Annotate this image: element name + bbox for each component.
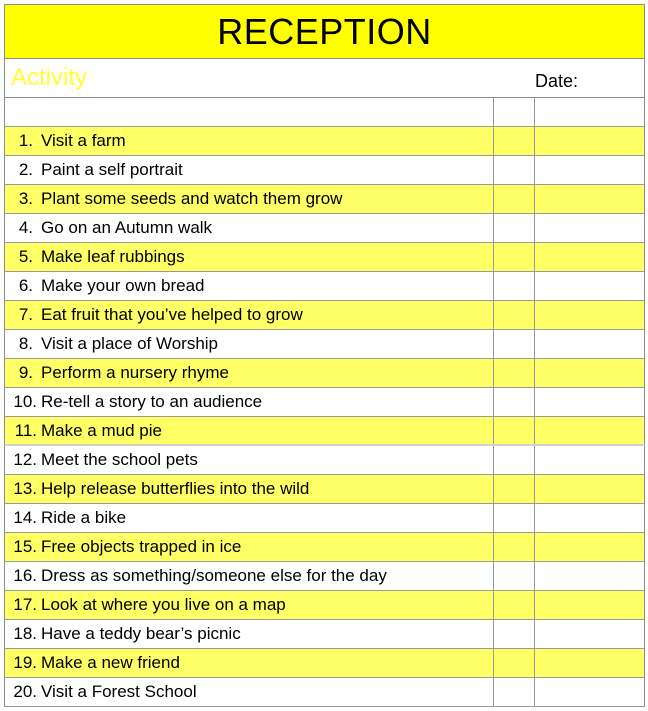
activity-row [4, 301, 645, 330]
date-cell[interactable] [535, 359, 644, 387]
title-banner [4, 4, 645, 59]
activity-text: Help release butterflies into the wild [41, 479, 310, 498]
activity-row [4, 533, 645, 562]
tick-cell[interactable] [494, 127, 535, 155]
date-cell[interactable] [535, 475, 644, 503]
date-cell[interactable] [535, 591, 644, 619]
date-cell[interactable] [535, 649, 644, 677]
activity-cell [5, 243, 494, 271]
date-cell[interactable] [535, 301, 644, 329]
blank-cell[interactable] [5, 98, 494, 126]
activity-row [4, 214, 645, 243]
activity-row [4, 649, 645, 678]
activity-cell [5, 649, 494, 677]
date-label: Date: [535, 71, 579, 91]
activity-cell [5, 388, 494, 416]
activity-text: Have a teddy bear’s picnic [41, 624, 241, 643]
activity-row [4, 475, 645, 504]
activity-cell [5, 214, 494, 242]
tick-cell[interactable] [494, 243, 535, 271]
activity-cell [5, 272, 494, 300]
date-cell[interactable] [535, 156, 644, 184]
activity-cell [5, 562, 494, 590]
tick-cell[interactable] [494, 533, 535, 561]
date-cell[interactable] [535, 214, 644, 242]
activity-row [4, 243, 645, 272]
activity-text: Make your own bread [41, 276, 205, 295]
date-cell[interactable] [535, 388, 644, 416]
activity-number: 2. [18, 160, 33, 179]
activity-cell [5, 127, 494, 155]
date-cell[interactable] [535, 620, 644, 648]
activity-cell [5, 185, 494, 213]
activity-row [4, 620, 645, 649]
activity-row [4, 127, 645, 156]
tick-cell[interactable] [494, 475, 535, 503]
activity-label: Activity [11, 64, 88, 91]
activity-row [4, 359, 645, 388]
activity-text: Free objects trapped in ice [41, 537, 242, 556]
tick-cell[interactable] [494, 620, 535, 648]
tick-cell[interactable] [494, 417, 535, 444]
activity-number: 9. [18, 363, 33, 382]
tick-cell[interactable] [494, 562, 535, 590]
activity-cell [5, 504, 494, 532]
tick-cell[interactable] [494, 214, 535, 242]
tick-cell[interactable] [494, 504, 535, 532]
date-cell[interactable] [535, 678, 644, 706]
activity-number: 4. [18, 218, 33, 237]
activity-number: 1. [18, 131, 33, 150]
date-cell[interactable] [535, 243, 644, 271]
activity-text: Dress as something/someone else for the day [41, 566, 387, 585]
activity-cell [5, 330, 494, 358]
tick-cell[interactable] [494, 330, 535, 358]
activity-number: 14. [13, 508, 37, 527]
tick-cell[interactable] [494, 446, 535, 474]
activity-text: Make a new friend [41, 653, 180, 672]
activity-cell [5, 417, 494, 444]
activity-text: Go on an Autumn walk [41, 218, 213, 237]
activity-cell [5, 678, 494, 706]
activity-cell [5, 620, 494, 648]
activity-number: 11. [14, 421, 37, 440]
activity-number: 13. [13, 479, 37, 498]
date-cell[interactable] [535, 504, 644, 532]
activity-row [4, 156, 645, 185]
activity-row [4, 446, 645, 475]
date-cell[interactable] [535, 185, 644, 213]
activity-row [4, 591, 645, 620]
activity-number: 5. [18, 247, 33, 266]
activity-cell [5, 533, 494, 561]
activity-text: Make leaf rubbings [41, 247, 185, 266]
date-cell[interactable] [535, 562, 644, 590]
activity-number: 6. [18, 276, 33, 295]
activity-row [4, 388, 645, 417]
activity-number: 19. [13, 653, 37, 672]
page-title: RECEPTION [217, 10, 432, 52]
blank-row [4, 98, 645, 127]
activity-number: 12. [13, 450, 37, 469]
blank-cell[interactable] [494, 98, 535, 126]
activity-number: 15. [13, 537, 37, 556]
tick-cell[interactable] [494, 678, 535, 706]
activity-cell [5, 446, 494, 474]
activity-number: 18. [13, 624, 37, 643]
activity-number: 8. [18, 334, 33, 353]
activity-text: Re-tell a story to an audience [41, 392, 263, 411]
activity-text: Perform a nursery rhyme [41, 363, 229, 382]
activity-row [4, 678, 645, 707]
activity-text: Visit a Forest School [41, 682, 197, 701]
date-cell[interactable] [535, 446, 644, 474]
activity-row [4, 272, 645, 301]
blank-cell[interactable] [535, 98, 644, 126]
tick-cell[interactable] [494, 156, 535, 184]
activity-row [4, 330, 645, 359]
activity-row [4, 504, 645, 533]
reception-checklist [4, 4, 645, 707]
activity-text: Look at where you live on a map [41, 595, 286, 614]
tick-cell[interactable] [494, 649, 535, 677]
date-cell[interactable] [535, 533, 644, 561]
activity-text: Meet the school pets [41, 450, 198, 469]
activity-text: Visit a place of Worship [41, 334, 219, 353]
tick-cell[interactable] [494, 301, 535, 329]
tick-cell[interactable] [494, 185, 535, 213]
activity-text: Plant some seeds and watch them grow [41, 189, 343, 208]
activity-row [4, 562, 645, 591]
activity-number: 7. [18, 305, 33, 324]
activity-cell [5, 359, 494, 387]
activity-text: Eat fruit that you’ve helped to grow [41, 305, 303, 324]
tick-cell[interactable] [494, 591, 535, 619]
activity-text: Make a mud pie [41, 421, 162, 440]
date-cell[interactable] [535, 417, 644, 444]
activity-cell [5, 475, 494, 503]
activity-number: 3. [18, 189, 33, 208]
tick-cell[interactable] [494, 359, 535, 387]
date-cell[interactable] [535, 272, 644, 300]
activity-text: Paint a self portrait [41, 160, 183, 179]
tick-cell[interactable] [494, 272, 535, 300]
tick-cell[interactable] [494, 388, 535, 416]
header-row [4, 59, 645, 98]
activity-text: Ride a bike [41, 508, 127, 527]
activity-text: Visit a farm [41, 131, 126, 150]
date-cell[interactable] [535, 127, 644, 155]
activity-number: 20. [13, 682, 37, 701]
activity-number: 10. [13, 392, 37, 411]
activity-row [4, 417, 645, 446]
activity-cell [5, 591, 494, 619]
activity-number: 16. [13, 566, 37, 585]
date-cell[interactable] [535, 330, 644, 358]
activity-row [4, 185, 645, 214]
activity-cell [5, 156, 494, 184]
activity-number: 17. [13, 595, 37, 614]
activity-cell [5, 301, 494, 329]
